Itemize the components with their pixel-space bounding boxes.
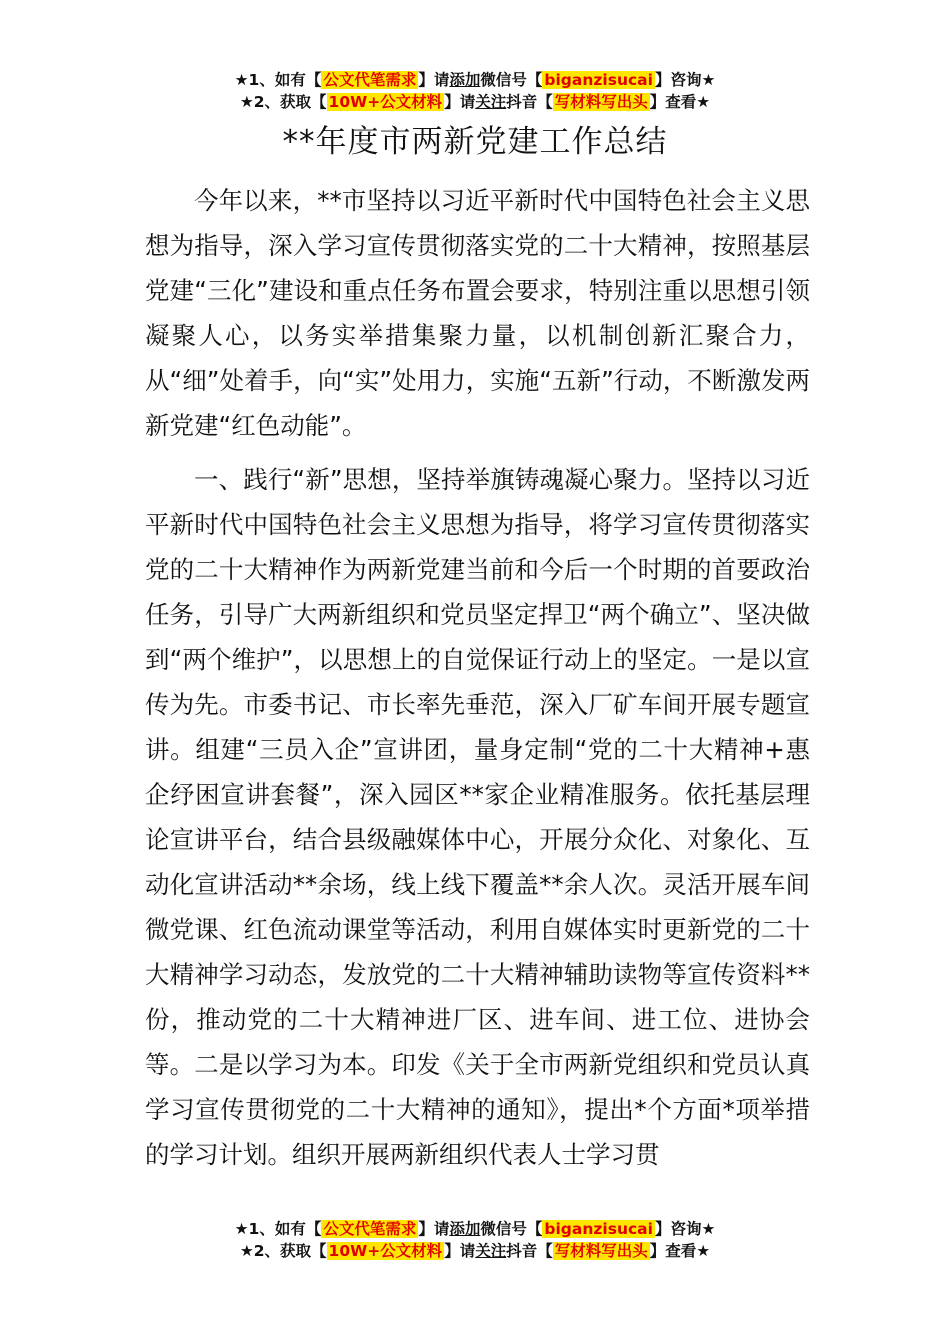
highlight-ghostwriting: 公文代笔需求	[323, 1220, 417, 1238]
highlight-materials: 10W+公文材料	[328, 1242, 443, 1260]
star-icon: ★	[234, 71, 249, 89]
header-promo-line-2: ★2、获取【 10W+公文材料 】请关注抖音【 写材料写出头 】查看★	[239, 93, 711, 111]
document-title: **年度市两新党建工作总结	[282, 124, 668, 160]
header-promo-banner	[0, 69, 950, 113]
highlight-douyin-account: 写材料写出头	[554, 93, 648, 111]
star-icon: ★	[696, 93, 711, 111]
footer-promo-line-1: ★1、如有【 公文代笔需求 】请添加微信号【 biganzisucai 】咨询★	[234, 1220, 716, 1238]
star-icon: ★	[701, 1220, 716, 1238]
highlight-douyin-account: 写材料写出头	[554, 1242, 648, 1260]
star-icon: ★	[239, 1242, 254, 1260]
footer-promo-banner	[0, 1218, 950, 1262]
highlight-wechat-id: biganzisucai	[544, 71, 653, 89]
star-icon: ★	[696, 1242, 711, 1260]
highlight-wechat-id: biganzisucai	[544, 1220, 653, 1238]
star-icon: ★	[234, 1220, 249, 1238]
star-icon: ★	[701, 71, 716, 89]
paragraph-section-1: 一、践行“新”思想，坚持举旗铸魂凝心聚力。坚持以习近平新时代中国特色社会主义思想为指导，将学习宣传贯彻落实党的二十大精神作为两新党建当前和今后一个时期的首要政治任务，引导广大两新组织和党员坚定捍卫“两个确立”、坚决做到“两个维护”，以思想上的自觉保证行动上的坚定。一是以宣传为先。市委书记、市长率先垂范，深入厂矿车间开展专题宣讲。组建“三员入企”宣讲团，量身定制“党的二十大精神+惠企纾困宣讲套餐”，深入园区**家企业精准服务。依托基层理论宣讲平台，结合县级融媒体中心，开展分众化、对象化、互动化宣讲活动**余场，线上线下覆盖**余人次。灵活开展车间微党课、红色流动课堂等活动，利用自媒体实时更新党的二十大精神学习动态，发放党的二十大精神辅助读物等宣传资料**份，推动党的二十大精神进厂区、进车间、进工位、进协会等。二是以学习为本。印发《关于全市两新党组织和党员认真学习宣传贯彻党的二十大精神的通知》，提出*个方面*项举措的学习计划。组织开展两新组织代表人士学习贯	[145, 465, 810, 1169]
highlight-materials: 10W+公文材料	[328, 93, 443, 111]
document-body	[145, 178, 810, 1186]
star-icon: ★	[239, 93, 254, 111]
highlight-ghostwriting: 公文代笔需求	[323, 71, 417, 89]
paragraph-intro: 今年以来，**市坚持以习近平新时代中国特色社会主义思想为指导，深入学习宣传贯彻落实党的二十大精神，按照基层党建“三化”建设和重点任务布置会要求，特别注重以思想引领凝聚人心，以务实举措集聚力量，以机制创新汇聚合力，从“细”处着手，向“实”处用力，实施“五新”行动，不断激发两新党建“红色动能”。	[145, 186, 810, 440]
header-promo-line-1: ★1、如有【 公文代笔需求 】请添加微信号【 biganzisucai 】咨询★	[234, 71, 716, 89]
footer-promo-line-2: ★2、获取【 10W+公文材料 】请关注抖音【 写材料写出头 】查看★	[239, 1242, 711, 1260]
